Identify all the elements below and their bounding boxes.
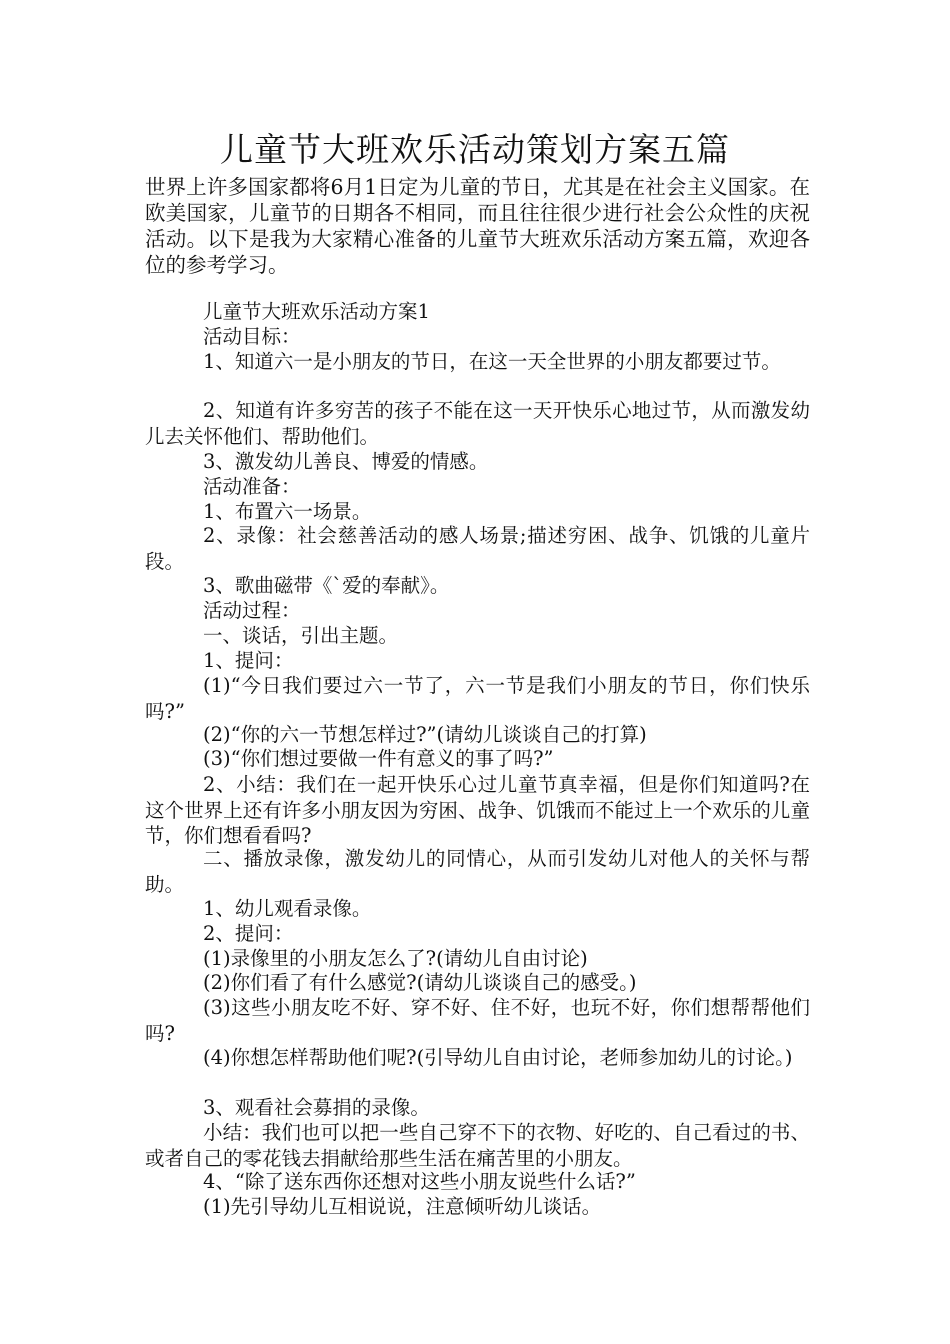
paragraph: 1、提问： — [203, 649, 294, 672]
paragraph: 2、小结：我们在一起开快乐心过儿童节真幸福，但是你们知道吗?在这个世界上还有许多小朋友因为穷困、战争、饥饿而不能过上一个欢乐的儿童节，你们想看看吗? — [145, 773, 810, 848]
paragraph: 4、“除了送东西你还想对这些小朋友说些什么话?” — [203, 1170, 636, 1193]
paragraph: 2、提问： — [203, 922, 294, 945]
paragraph: (2)你们看了有什么感觉?(请幼儿谈谈自己的感受。) — [203, 971, 637, 994]
paragraph: (1)先引导幼儿互相说说，注意倾听幼儿谈话。 — [203, 1195, 602, 1218]
paragraph: 3、歌曲磁带《`爱的奉献》。 — [203, 574, 450, 597]
paragraph: 一、谈话，引出主题。 — [203, 624, 399, 647]
paragraph: 2、录像：社会慈善活动的感人场景;描述穷困、战争、饥饿的儿童片段。 — [145, 524, 810, 573]
section-heading: 儿童节大班欢乐活动方案1 — [203, 300, 430, 323]
paragraph: 2、知道有许多穷苦的孩子不能在这一天开快乐心地过节，从而激发幼儿去关怀他们、帮助他们。 — [145, 399, 810, 448]
subheading: 活动过程： — [203, 599, 301, 622]
paragraph: 3、观看社会募捐的录像。 — [203, 1096, 430, 1119]
paragraph: 1、知道六一是小朋友的节日，在这一天全世界的小朋友都要过节。 — [203, 350, 781, 373]
paragraph: 1、幼儿观看录像。 — [203, 897, 372, 920]
paragraph: (2)“你的六一节想怎样过?”(请幼儿谈谈自己的打算) — [203, 723, 647, 746]
subheading: 活动准备： — [203, 475, 301, 498]
intro-paragraph: 世界上许多国家都将6月1日定为儿童的节日，尤其是在社会主义国家。在欧美国家，儿童节的日期各不相同，而且往往很少进行社会公众性的庆祝活动。以下是我为大家精心准备的儿童节大班欢乐活动方案五篇，欢迎各位的参考学习。 — [145, 175, 810, 277]
paragraph: (4)你想怎样帮助他们呢?(引导幼儿自由讨论，老师参加幼儿的讨论。) — [203, 1046, 793, 1069]
subheading: 活动目标： — [203, 325, 301, 348]
paragraph: 1、布置六一场景。 — [203, 500, 372, 523]
paragraph: (1)“今日我们要过六一节了，六一节是我们小朋友的节日，你们快乐吗?” — [145, 674, 810, 723]
paragraph: 小结：我们也可以把一些自己穿不下的衣物、好吃的、自己看过的书、或者自己的零花钱去捐献给那些生活在痛苦里的小朋友。 — [145, 1121, 810, 1170]
paragraph: (3)“你们想过要做一件有意义的事了吗?” — [203, 747, 554, 770]
paragraph: (3)这些小朋友吃不好、穿不好、住不好，也玩不好，你们想帮帮他们吗? — [145, 996, 810, 1045]
document-title: 儿童节大班欢乐活动策划方案五篇 — [220, 130, 730, 169]
paragraph: 3、激发幼儿善良、博爱的情感。 — [203, 450, 489, 473]
paragraph: 二、播放录像，激发幼儿的同情心，从而引发幼儿对他人的关怀与帮助。 — [145, 847, 810, 896]
paragraph: (1)录像里的小朋友怎么了?(请幼儿自由讨论) — [203, 947, 588, 970]
